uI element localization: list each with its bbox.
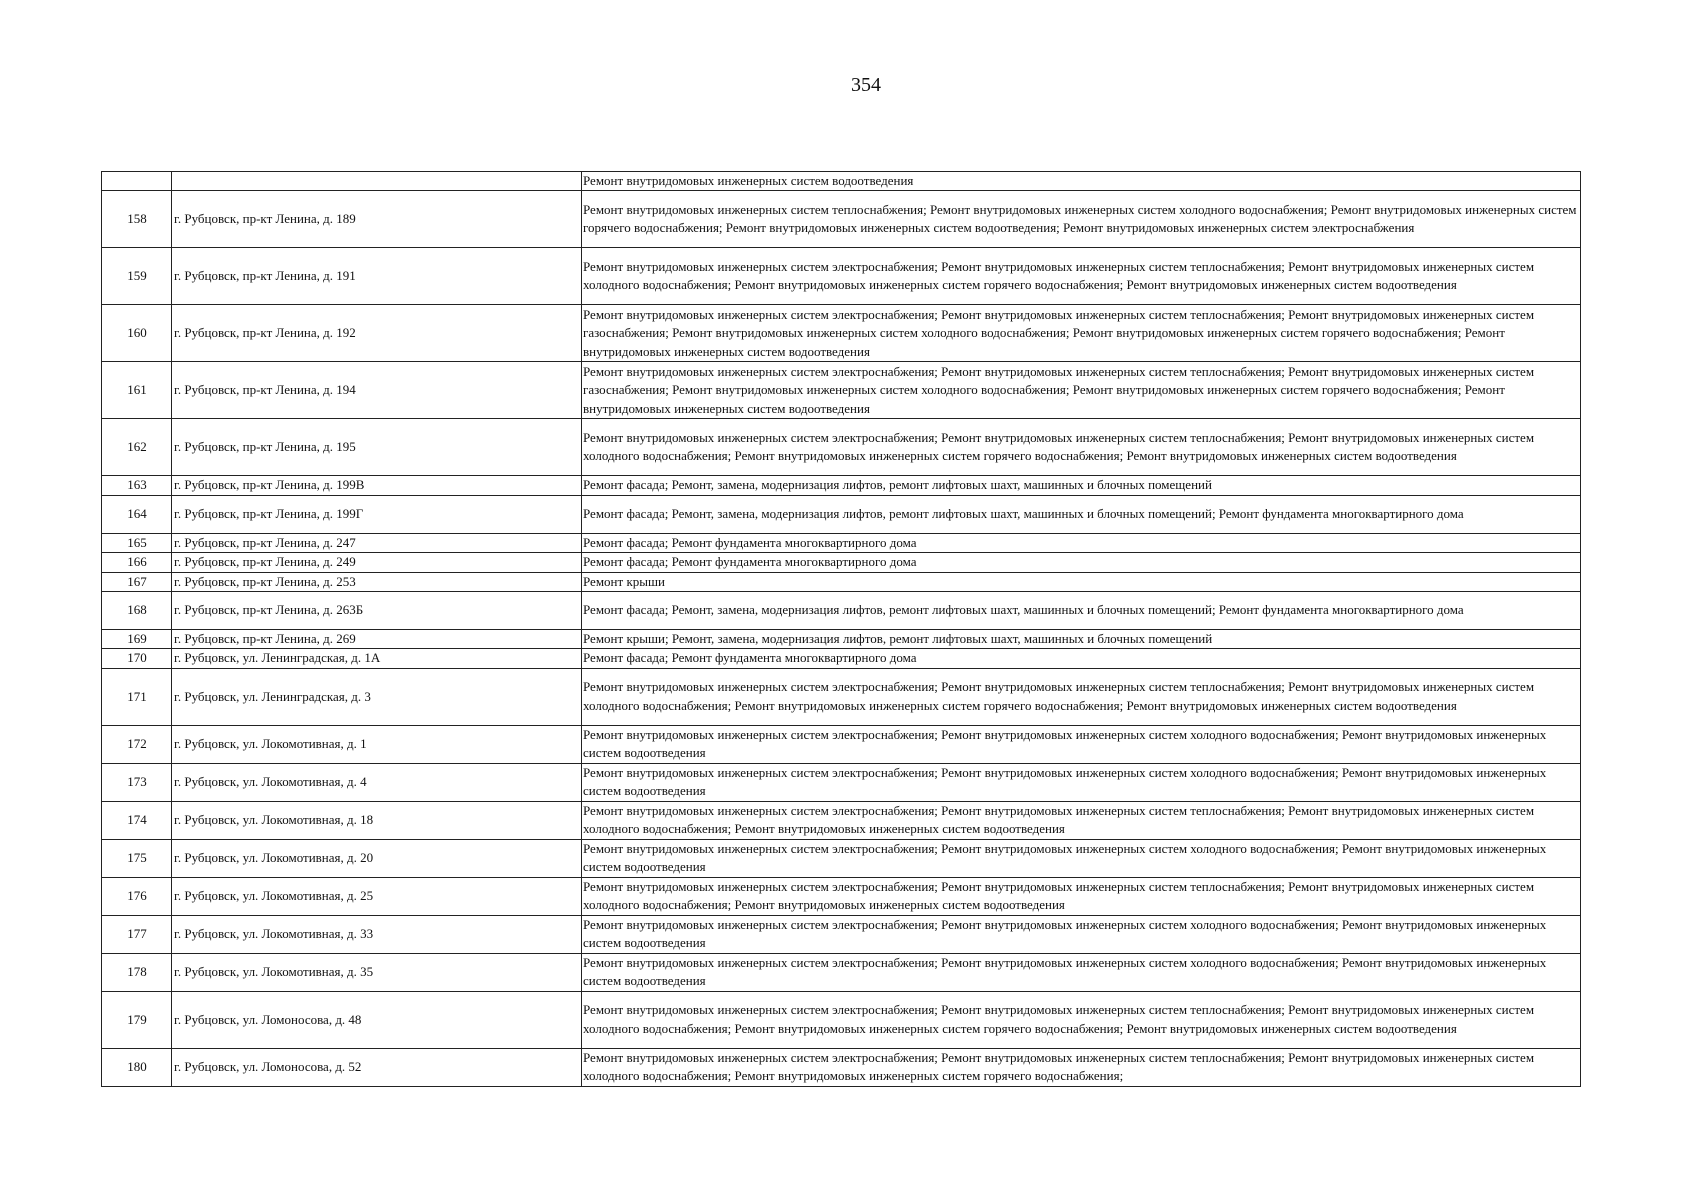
works-cell: Ремонт внутридомовых инженерных систем электроснабжения; Ремонт внутридомовых инженерных систем теплоснабжения; Ремонт внутридомовых инженерных систем холодного водоснабжения; Ремонт внутридомовых инженерных систем горячего водоснабжения; Ремонт внутридомовых инженерных систем водоотведения	[582, 668, 1581, 725]
works-cell: Ремонт внутридомовых инженерных систем электроснабжения; Ремонт внутридомовых инженерных систем холодного водоснабжения; Ремонт внутридомовых инженерных систем водоотведения	[582, 953, 1581, 991]
works-cell: Ремонт крыши	[582, 572, 1581, 591]
row-number-cell	[102, 172, 172, 191]
address-cell: г. Рубцовск, ул. Локомотивная, д. 18	[172, 801, 582, 839]
address-cell: г. Рубцовск, пр-кт Ленина, д. 263Б	[172, 592, 582, 630]
address-cell: г. Рубцовск, ул. Ломоносова, д. 48	[172, 991, 582, 1048]
works-cell: Ремонт внутридомовых инженерных систем электроснабжения; Ремонт внутридомовых инженерных систем холодного водоснабжения; Ремонт внутридомовых инженерных систем водоотведения	[582, 839, 1581, 877]
page-number: 354	[851, 74, 881, 96]
address-cell	[172, 172, 582, 191]
address-cell: г. Рубцовск, пр-кт Ленина, д. 199В	[172, 476, 582, 495]
row-number-cell: 180	[102, 1048, 172, 1086]
address-cell: г. Рубцовск, пр-кт Ленина, д. 189	[172, 191, 582, 248]
works-cell: Ремонт фасада; Ремонт, замена, модернизация лифтов, ремонт лифтовых шахт, машинных и блочных помещений	[582, 476, 1581, 495]
address-cell: г. Рубцовск, пр-кт Ленина, д. 192	[172, 305, 582, 362]
table-row	[102, 476, 1581, 495]
table-row	[102, 839, 1581, 877]
address-cell: г. Рубцовск, ул. Локомотивная, д. 35	[172, 953, 582, 991]
works-cell: Ремонт внутридомовых инженерных систем электроснабжения; Ремонт внутридомовых инженерных систем теплоснабжения; Ремонт внутридомовых инженерных систем холодного водоснабжения; Ремонт внутридомовых инженерных систем горячего водоснабжения;	[582, 1048, 1581, 1086]
row-number-cell: 178	[102, 953, 172, 991]
address-cell: г. Рубцовск, ул. Локомотивная, д. 33	[172, 915, 582, 953]
address-cell: г. Рубцовск, ул. Ленинградская, д. 3	[172, 668, 582, 725]
table-row	[102, 630, 1581, 649]
address-cell: г. Рубцовск, ул. Локомотивная, д. 25	[172, 877, 582, 915]
row-number-cell: 158	[102, 191, 172, 248]
works-cell: Ремонт внутридомовых инженерных систем электроснабжения; Ремонт внутридомовых инженерных систем теплоснабжения; Ремонт внутридомовых инженерных систем газоснабжения; Ремонт внутридомовых инженерных систем холодного водоснабжения; Ремонт внутридомовых инженерных систем горячего водоснабжения; Ремонт внутридомовых инженерных систем водоотведения	[582, 305, 1581, 362]
row-number-cell: 160	[102, 305, 172, 362]
address-cell: г. Рубцовск, пр-кт Ленина, д. 253	[172, 572, 582, 591]
works-cell: Ремонт внутридомовых инженерных систем электроснабжения; Ремонт внутридомовых инженерных систем теплоснабжения; Ремонт внутридомовых инженерных систем холодного водоснабжения; Ремонт внутридомовых инженерных систем водоотведения	[582, 877, 1581, 915]
works-cell: Ремонт фасада; Ремонт фундамента многоквартирного дома	[582, 553, 1581, 572]
works-cell: Ремонт внутридомовых инженерных систем электроснабжения; Ремонт внутридомовых инженерных систем холодного водоснабжения; Ремонт внутридомовых инженерных систем водоотведения	[582, 915, 1581, 953]
row-number-cell: 161	[102, 362, 172, 419]
row-number-cell: 164	[102, 495, 172, 533]
works-cell: Ремонт внутридомовых инженерных систем электроснабжения; Ремонт внутридомовых инженерных систем теплоснабжения; Ремонт внутридомовых инженерных систем холодного водоснабжения; Ремонт внутридомовых инженерных систем горячего водоснабжения; Ремонт внутридомовых инженерных систем водоотведения	[582, 419, 1581, 476]
address-cell: г. Рубцовск, ул. Локомотивная, д. 4	[172, 763, 582, 801]
row-number-cell: 169	[102, 630, 172, 649]
row-number-cell: 162	[102, 419, 172, 476]
table-row	[102, 172, 1581, 191]
address-cell: г. Рубцовск, пр-кт Ленина, д. 195	[172, 419, 582, 476]
row-number-cell: 174	[102, 801, 172, 839]
table-row	[102, 495, 1581, 533]
works-cell: Ремонт внутридомовых инженерных систем электроснабжения; Ремонт внутридомовых инженерных систем холодного водоснабжения; Ремонт внутридомовых инженерных систем водоотведения	[582, 725, 1581, 763]
table-row	[102, 1048, 1581, 1086]
row-number-cell: 179	[102, 991, 172, 1048]
row-number-cell: 177	[102, 915, 172, 953]
table-row	[102, 419, 1581, 476]
table-row	[102, 305, 1581, 362]
works-cell: Ремонт фасада; Ремонт, замена, модернизация лифтов, ремонт лифтовых шахт, машинных и блочных помещений; Ремонт фундамента многоквартирного дома	[582, 495, 1581, 533]
table-row	[102, 877, 1581, 915]
address-cell: г. Рубцовск, пр-кт Ленина, д. 247	[172, 533, 582, 552]
table-row	[102, 953, 1581, 991]
table-row	[102, 592, 1581, 630]
works-cell: Ремонт крыши; Ремонт, замена, модернизация лифтов, ремонт лифтовых шахт, машинных и блочных помещений	[582, 630, 1581, 649]
table-row	[102, 362, 1581, 419]
works-cell: Ремонт внутридомовых инженерных систем электроснабжения; Ремонт внутридомовых инженерных систем теплоснабжения; Ремонт внутридомовых инженерных систем холодного водоснабжения; Ремонт внутридомовых инженерных систем горячего водоснабжения; Ремонт внутридомовых инженерных систем водоотведения	[582, 991, 1581, 1048]
works-cell: Ремонт внутридомовых инженерных систем водоотведения	[582, 172, 1581, 191]
row-number-cell: 165	[102, 533, 172, 552]
works-cell: Ремонт фасада; Ремонт фундамента многоквартирного дома	[582, 533, 1581, 552]
address-cell: г. Рубцовск, ул. Ломоносова, д. 52	[172, 1048, 582, 1086]
address-cell: г. Рубцовск, пр-кт Ленина, д. 194	[172, 362, 582, 419]
address-cell: г. Рубцовск, пр-кт Ленина, д. 199Г	[172, 495, 582, 533]
row-number-cell: 172	[102, 725, 172, 763]
row-number-cell: 175	[102, 839, 172, 877]
address-cell: г. Рубцовск, пр-кт Ленина, д. 249	[172, 553, 582, 572]
row-number-cell: 166	[102, 553, 172, 572]
row-number-cell: 176	[102, 877, 172, 915]
row-number-cell: 173	[102, 763, 172, 801]
table-row	[102, 668, 1581, 725]
works-cell: Ремонт внутридомовых инженерных систем теплоснабжения; Ремонт внутридомовых инженерных систем холодного водоснабжения; Ремонт внутридомовых инженерных систем горячего водоснабжения; Ремонт внутридомовых инженерных систем водоотведения; Ремонт внутридомовых инженерных систем электроснабжения	[582, 191, 1581, 248]
works-cell: Ремонт фасада; Ремонт, замена, модернизация лифтов, ремонт лифтовых шахт, машинных и блочных помещений; Ремонт фундамента многоквартирного дома	[582, 592, 1581, 630]
address-cell: г. Рубцовск, ул. Локомотивная, д. 20	[172, 839, 582, 877]
repair-works-table	[101, 171, 1581, 1087]
table-row	[102, 915, 1581, 953]
row-number-cell: 168	[102, 592, 172, 630]
table-row	[102, 991, 1581, 1048]
works-cell: Ремонт внутридомовых инженерных систем электроснабжения; Ремонт внутридомовых инженерных систем теплоснабжения; Ремонт внутридомовых инженерных систем холодного водоснабжения; Ремонт внутридомовых инженерных систем водоотведения	[582, 801, 1581, 839]
address-cell: г. Рубцовск, ул. Локомотивная, д. 1	[172, 725, 582, 763]
works-cell: Ремонт внутридомовых инженерных систем электроснабжения; Ремонт внутридомовых инженерных систем холодного водоснабжения; Ремонт внутридомовых инженерных систем водоотведения	[582, 763, 1581, 801]
address-cell: г. Рубцовск, пр-кт Ленина, д. 269	[172, 630, 582, 649]
works-cell: Ремонт внутридомовых инженерных систем электроснабжения; Ремонт внутридомовых инженерных систем теплоснабжения; Ремонт внутридомовых инженерных систем холодного водоснабжения; Ремонт внутридомовых инженерных систем горячего водоснабжения; Ремонт внутридомовых инженерных систем водоотведения	[582, 248, 1581, 305]
table-row	[102, 725, 1581, 763]
table-row	[102, 649, 1581, 668]
address-cell: г. Рубцовск, ул. Ленинградская, д. 1А	[172, 649, 582, 668]
row-number-cell: 170	[102, 649, 172, 668]
table-row	[102, 763, 1581, 801]
table-row	[102, 553, 1581, 572]
works-cell: Ремонт внутридомовых инженерных систем электроснабжения; Ремонт внутридомовых инженерных систем теплоснабжения; Ремонт внутридомовых инженерных систем газоснабжения; Ремонт внутридомовых инженерных систем холодного водоснабжения; Ремонт внутридомовых инженерных систем горячего водоснабжения; Ремонт внутридомовых инженерных систем водоотведения	[582, 362, 1581, 419]
address-cell: г. Рубцовск, пр-кт Ленина, д. 191	[172, 248, 582, 305]
table-row	[102, 533, 1581, 552]
table-row	[102, 191, 1581, 248]
table-row	[102, 801, 1581, 839]
row-number-cell: 163	[102, 476, 172, 495]
works-cell: Ремонт фасада; Ремонт фундамента многоквартирного дома	[582, 649, 1581, 668]
table-row	[102, 572, 1581, 591]
row-number-cell: 159	[102, 248, 172, 305]
row-number-cell: 167	[102, 572, 172, 591]
table-row	[102, 248, 1581, 305]
row-number-cell: 171	[102, 668, 172, 725]
